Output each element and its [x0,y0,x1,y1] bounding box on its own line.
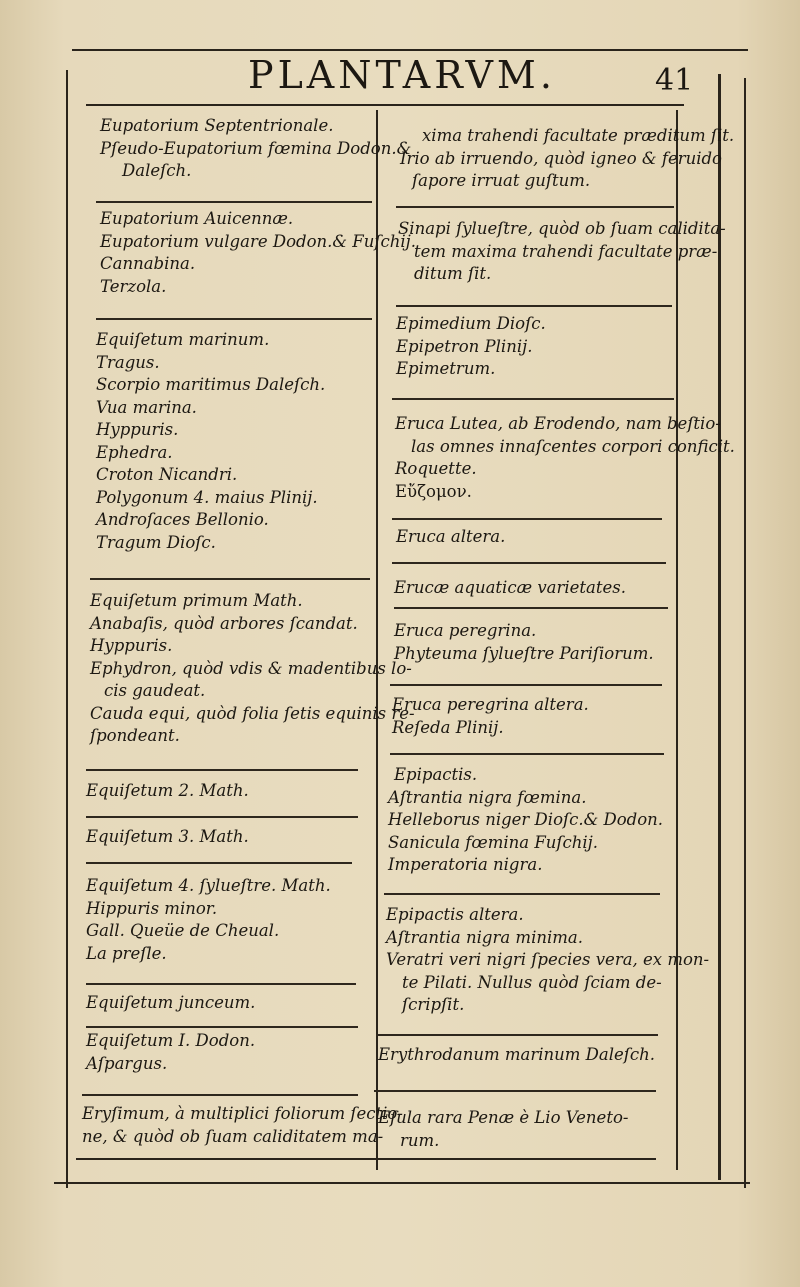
entry-line: Reſeda Plinij. [392,717,504,737]
entry-separator [394,607,668,609]
entry-equisetum-primum [90,590,415,748]
entry-line: Vua marina. [96,397,197,417]
entry-line: Aſtrantia nigra minima. [386,927,583,947]
entry-separator [86,769,358,771]
entry-line: te Pilati. Nullus quòd ſciam de- [402,972,662,992]
entry-line: Eruca altera. [396,527,506,546]
entry-eupatorium-auicennae [100,208,416,298]
entry-line: Terzola. [100,276,167,296]
entry-line: Anabaſis, quòd arbores ſcandat. [90,613,358,633]
top-frame-rule-inner [86,104,684,106]
entry-eupatorium-septentrionale [100,115,411,183]
entry-line: ſcripſit. [402,995,465,1014]
entry-separator [96,318,372,320]
entry-line: Daleſch. [122,161,192,180]
entry-line: Imperatoria nigra. [388,855,543,874]
entry-equisetum-i-dodon [86,1030,255,1075]
entry-line: tem maxima trahendi facultate præ- [414,241,718,261]
entry-line: Ephydron, quòd vdis & madentibus lo- [90,658,412,678]
entry-equisetum-marinum [96,329,325,554]
entry-equisetum-4 [86,875,331,965]
entry-line: Helleborus niger Dioſc.& Dodon. [388,810,664,829]
entry-line: Androſaces Bellonio. [96,510,269,529]
entry-epimedium [396,313,546,381]
entry-line: Hyppuris. [96,420,179,439]
entry-line: Cauda equi, quòd folia ſetis equinis re- [90,703,415,723]
entry-sinapi-sylvestre [398,218,726,286]
entry-line: Equiſetum 4. ſylueſtre. Math. [86,876,331,895]
entry-eruca-lutea [395,413,735,503]
entry-separator [390,753,664,755]
entry-line: Phyteuma ſylueſtre Pariſiorum. [394,643,654,663]
entry-line: Scorpio maritimus Daleſch. [96,375,326,394]
entry-erysimum [82,1103,403,1148]
entry-line: Roquette. [395,459,477,478]
entry-eruca-altera [396,526,505,549]
entry-line: Irio ab irruendo, quòd igneo & feruido [400,148,722,168]
entry-line: Hyppuris. [90,636,173,655]
entry-equisetum-junceum [86,992,255,1015]
entry-line: Veratri veri nigri ſpecies vera, ex mon- [386,950,710,969]
entry-line: Equiſetum junceum. [86,993,256,1012]
entry-line: Aſpargus. [86,1053,168,1073]
page-title: PLANTARVM. [248,53,556,97]
entry-separator [390,684,662,686]
entry-epipactis [388,764,663,877]
entry-line: Pſeudo-Eupatorium fœmina Dodon.& [100,138,412,158]
entry-line: Cannabina. [100,254,196,273]
entry-erythrodanum-marinum [378,1044,655,1067]
entry-equisetum-3 [86,826,249,849]
entry-separator [392,518,662,520]
entry-line: ſpondeant. [90,726,180,745]
entry-line: Hippuris minor. [86,898,218,918]
entry-line: cis gaudeat. [104,681,206,700]
entry-line: Tragum Dioſc. [96,532,216,552]
entry-line: Sanicula fœmina Fuſchij. [388,832,599,852]
top-frame-rule [72,49,748,51]
entry-line: Equiſetum primum Math. [90,591,303,610]
entry-esula-rara [378,1107,628,1152]
page-number: 41 [655,63,694,98]
entry-separator [96,201,372,203]
entry-equisetum-2 [86,780,249,803]
entry-line: Erucæ aquaticæ varietates. [394,578,626,597]
entry-line: Epimedium Dioſc. [396,314,546,333]
entry-separator [374,1090,656,1092]
entry-line: ſapore irruat guſtum. [412,171,591,190]
entry-separator [86,1026,358,1028]
entry-separator [396,305,672,307]
entry-separator [396,206,674,208]
entry-separator [90,578,370,580]
entry-line: rum. [400,1130,440,1150]
entry-separator [392,562,666,564]
entry-epipactis-altera [386,904,709,1017]
entry-eruca-peregrina [394,620,654,665]
right-frame-rule-outer [744,78,746,1188]
entry-erysimum-continued [400,125,734,193]
entry-line: Ephedra. [96,442,173,462]
entry-line: Polygonum 4. maius Plinij. [96,487,318,507]
entry-line: Equiſetum marinum. [96,330,270,349]
entry-separator [384,893,660,895]
entry-erucae-aquaticae [394,577,626,600]
entry-separator [392,398,674,400]
entry-line: Aſtrantia nigra fœmina. [388,787,587,807]
entry-line: Equiſetum 3. Math. [86,827,249,846]
entry-separator [86,862,352,864]
entry-line: Equiſetum I. Dodon. [86,1031,256,1050]
entry-line: La preſle. [86,943,167,963]
entry-separator [376,1034,658,1036]
entry-separator [82,1094,358,1096]
bottom-frame-rule [76,1158,656,1160]
left-frame-rule [66,70,68,1188]
entry-line: Tragus. [96,352,160,372]
entry-line: Gall. Queüe de Cheual. [86,921,280,940]
entry-line: Eupatorium Auicennæ. [100,209,294,228]
entry-line: Eupatorium vulgare Dodon.& Fuſchij. [100,231,416,251]
entry-line: Eruca Lutea, ab Erodendo, nam beſtio- [395,414,721,433]
entry-line: Croton Nicandri. [96,465,238,484]
entry-line: Sinapi ſylueſtre, quòd ob ſuam calidita- [398,219,726,238]
entry-separator [86,983,356,985]
entry-separator [86,816,358,818]
entry-line: ditum ſit. [414,264,492,283]
entry-line: Eſula rara Penæ è Lio Veneto- [378,1108,629,1127]
entry-line: Epipetron Plinij. [396,336,533,356]
entry-line: Epipactis altera. [386,905,524,924]
entry-line: las omnes innaſcentes corpori conficit. [411,436,735,456]
bottom-frame-rule-outer [54,1182,750,1184]
entry-eruca-peregrina-altera [392,694,589,739]
entry-line: Epimetrum. [396,359,496,378]
entry-line: Eupatorium Septentrionale. [100,116,334,135]
entry-line: Equiſetum 2. Math. [86,781,249,800]
entry-line: ne, & quòd ob ſuam caliditatem ma- [82,1126,384,1146]
entry-line: Eryſimum, à multiplici foliorum ſectio- [82,1104,403,1123]
entry-line: Εὔζομον. [395,481,472,501]
entry-line: Eruca peregrina. [394,621,537,640]
entry-line: Eruca peregrina altera. [392,695,589,714]
entry-line: Epipactis. [394,765,478,784]
entry-line: Erythrodanum marinum Daleſch. [378,1045,655,1064]
entry-line: xima trahendi facultate præditum ſit. [422,126,735,145]
